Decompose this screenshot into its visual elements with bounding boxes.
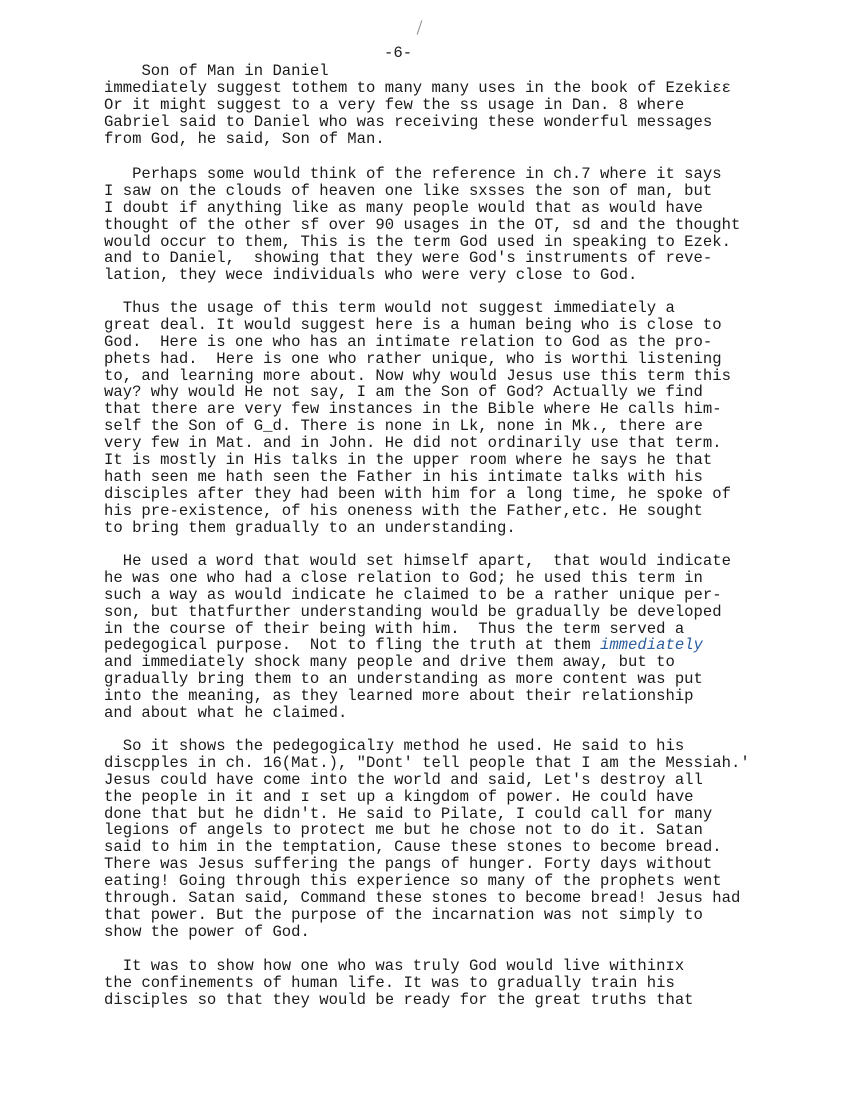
text-line: through. Satan said, Command these stones to become bread! Jesus had	[104, 889, 741, 908]
handwritten-emphasis: immediately	[599, 636, 703, 655]
text-line: God. Here is one who has an intimate relation to God as the pro-	[104, 332, 713, 351]
text-line: and about what he claimed.	[104, 704, 348, 723]
text-line: He used a word that would set himself apart, that would indicate	[104, 552, 731, 570]
text-line: from God, he said, Son of Man.	[104, 129, 385, 148]
pen-mark	[417, 20, 423, 35]
text-line: gradually bring them to an understanding as more content was put	[104, 670, 703, 689]
text-line: It is mostly in His talks in the upper room where he says he that	[104, 451, 713, 470]
text-line: Thus the usage of this term would not suggest immediately a	[104, 299, 675, 317]
text-line: I doubt if anything like as many people would that as would have	[104, 198, 703, 217]
text-line: his pre-existence, of his oneness with the Father,etc. He sought	[104, 501, 703, 520]
text-line: disciples so that they would be ready for the great truths that	[104, 990, 694, 1009]
text-line: lation, they wece individuals who were very close to God.	[104, 266, 638, 285]
text-line: and immediately shock many people and drive them away, but to	[104, 653, 675, 672]
paragraph-1	[104, 80, 824, 148]
paragraph-4	[104, 553, 824, 722]
text-line: Perhaps some would think of the reference in ch.7 where it says	[104, 165, 722, 183]
text-line: the people in it and ɪ set up a kingdom of power. He could have	[104, 787, 694, 806]
text-line: he was one who had a close relation to God; he used this term in	[104, 568, 703, 587]
text-line: So it shows the pedegogicalɪy method he used. He said to his	[104, 737, 685, 755]
text-line: I saw on the clouds of heaven one like sxsses the son of man, but	[104, 181, 713, 200]
text-line: and to Daniel, showing that they were God's instruments of reve-	[104, 249, 713, 268]
text-line: to, and learning more about. Now why would Jesus use this term this	[104, 366, 731, 385]
text-line: Jesus could have come into the world and said, Let's destroy all	[104, 770, 703, 789]
text-line: way? why would He not say, I am the Son of God? Actually we find	[104, 383, 703, 402]
text-line: immediately suggest tothem to many many uses in the book of Ezekiɛɛ	[104, 79, 731, 97]
text-line: hath seen me hath seen the Father in his intimate talks with his	[104, 467, 703, 486]
page-header	[104, 44, 413, 80]
text-line: discpples in ch. 16(Mat.), "Dont' tell people that I am the Messiah.'	[104, 753, 750, 772]
text-line: to bring them gradually to an understanding.	[104, 518, 516, 537]
text-line: There was Jesus suffering the pangs of hunger. Forty days without	[104, 855, 713, 874]
text-line: self the Son of G_d. There is none in Lk, none in Mk., there are	[104, 417, 703, 436]
text-line: disciples after they had been with him for a long time, he spoke of	[104, 484, 731, 503]
text-line: said to him in the temptation, Cause these stones to become bread.	[104, 838, 722, 857]
text-line: legions of angels to protect me but he chose not to do it. Satan	[104, 821, 703, 840]
text-line: the confinements of human life. It was to gradually train his	[104, 973, 675, 992]
text-line: phets had. Here is one who rather unique, who is worthi listening	[104, 349, 722, 368]
text-line: thought of the other sf over 90 usages in the OT, sd and the thought	[104, 215, 741, 234]
text-line: very few in Mat. and in John. He did not ordinarily use that term.	[104, 434, 722, 453]
text-line: such a way as would indicate he claimed to be a rather unique per-	[104, 585, 722, 604]
paragraph-2	[104, 166, 824, 284]
text-line: Or it might suggest to a very few the ss usage in Dan. 8 where	[104, 95, 685, 114]
paragraph-3	[104, 300, 824, 536]
text-line: It was to show how one who was truly God would live withinɪx	[104, 957, 685, 975]
text-line: eating! Going through this experience so many of the prophets went	[104, 872, 722, 891]
text-line: in the course of their being with him. Thus the term served a	[104, 619, 685, 638]
text-line: that power. But the purpose of the incarnation was not simply to	[104, 905, 703, 924]
text-line: would occur to them, This is the term God used in speaking to Ezek.	[104, 232, 731, 251]
header-title: Son of Man in Daniel	[141, 62, 329, 80]
line-text: pedegogical purpose. Not to fling the truth at them	[104, 636, 600, 655]
page-number: -6-	[384, 44, 413, 62]
paragraph-5	[104, 738, 824, 941]
text-line: great deal. It would suggest here is a human being who is close to	[104, 315, 722, 334]
text-line: that there are very few instances in the Bible where He calls him-	[104, 400, 722, 419]
text-line: show the power of God.	[104, 922, 310, 941]
text-line: into the meaning, as they learned more about their relationship	[104, 687, 694, 706]
paragraph-6	[104, 958, 824, 1009]
text-line: Gabriel said to Daniel who was receiving these wonderful messages	[104, 112, 713, 131]
text-line	[104, 637, 824, 654]
text-line: done that but he didn't. He said to Pilate, I could call for many	[104, 804, 713, 823]
text-line: son, but thatfurther understanding would be gradually be developed	[104, 602, 722, 621]
